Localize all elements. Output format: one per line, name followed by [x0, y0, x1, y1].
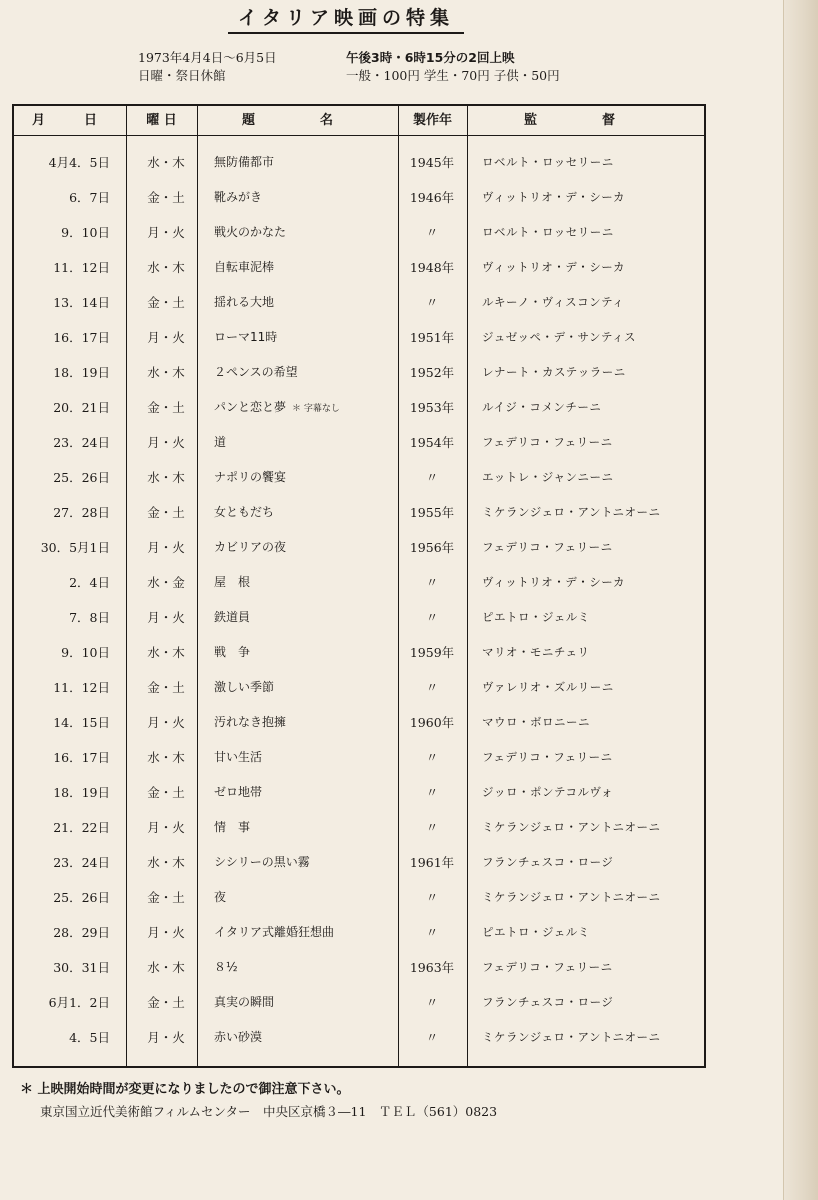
- date-cell: 18．19日: [53, 785, 110, 800]
- table-row: [14, 775, 704, 810]
- table-row: [14, 740, 704, 775]
- title-cell: [214, 565, 404, 600]
- header-title: 題 名: [242, 113, 334, 128]
- day-cell: 月・火: [147, 1030, 185, 1045]
- year-cell: 〃: [425, 575, 439, 590]
- title-text: ゼロ地帯: [214, 785, 263, 799]
- title-cell: [214, 985, 404, 1020]
- date-cell: 23．24日: [53, 435, 110, 450]
- title-cell: [214, 880, 404, 915]
- date-cell: 11．12日: [53, 260, 110, 275]
- table-row: [14, 390, 704, 425]
- date-cell: 4．5日: [69, 1030, 110, 1045]
- table-row: [14, 215, 704, 250]
- title-cell: [214, 145, 404, 180]
- director-cell: フランチェスコ・ロージ: [482, 855, 614, 869]
- title-cell: [214, 495, 404, 530]
- year-cell: 1948年: [409, 260, 455, 275]
- title-cell: [214, 250, 404, 285]
- paper-edge: [783, 0, 818, 1200]
- date-cell: 28．29日: [53, 925, 110, 940]
- year-cell: 1946年: [409, 190, 455, 205]
- director-cell: ヴィットリオ・デ・シーカ: [482, 575, 625, 589]
- date-cell: 23．24日: [53, 855, 110, 870]
- director-cell: マリオ・モニチェリ: [482, 645, 590, 659]
- date-cell: 25．26日: [53, 470, 110, 485]
- prices-text: 一般・100円 学生・70円 子供・50円: [346, 68, 560, 83]
- day-cell: 水・木: [147, 855, 185, 870]
- day-cell: 月・火: [147, 715, 185, 730]
- date-cell: 6月1．2日: [48, 995, 110, 1010]
- title-text: ２ペンスの希望: [214, 365, 298, 379]
- table-row: [14, 320, 704, 355]
- day-cell: 水・木: [147, 155, 185, 170]
- day-cell: 金・土: [147, 785, 185, 800]
- table-row: [14, 530, 704, 565]
- title-text: 道: [214, 435, 227, 449]
- showtime-info: [346, 49, 560, 85]
- title-cell: [214, 215, 404, 250]
- title-text: 鉄道員: [214, 610, 251, 624]
- date-cell: 21．22日: [53, 820, 110, 835]
- notice-text: ＊ 上映開始時間が変更になりましたので御注意下さい。: [20, 1082, 350, 1097]
- date-cell: 9．10日: [61, 225, 110, 240]
- title-text: 女ともだち: [214, 505, 275, 519]
- title-text: 真実の瞬間: [214, 995, 275, 1009]
- director-cell: ピエトロ・ジェルミ: [482, 925, 590, 939]
- director-cell: ミケランジェロ・アントニオーニ: [482, 1030, 661, 1044]
- closed-days-text: 日曜・祭日休館: [138, 68, 226, 83]
- day-cell: 水・金: [147, 575, 185, 590]
- date-cell: 16．17日: [53, 330, 110, 345]
- director-cell: ミケランジェロ・アントニオーニ: [482, 820, 661, 834]
- title-text: 自転車泥棒: [214, 260, 275, 274]
- day-cell: 月・火: [147, 820, 185, 835]
- title-text: 赤い砂漠: [214, 1030, 263, 1044]
- title-text: 屋 根: [214, 575, 251, 589]
- director-cell: ルイジ・コメンチーニ: [482, 400, 602, 414]
- table-row: [14, 670, 704, 705]
- title-text: 揺れる大地: [214, 295, 275, 309]
- year-cell: 〃: [425, 470, 439, 485]
- year-cell: 〃: [425, 995, 439, 1010]
- title-text: 汚れなき抱擁: [214, 715, 287, 729]
- title-text: ナポリの饗宴: [214, 470, 287, 484]
- day-cell: 月・火: [147, 925, 185, 940]
- table-row: [14, 985, 704, 1020]
- title-text: 戦火のかなた: [214, 225, 287, 239]
- year-cell: 1959年: [409, 645, 455, 660]
- day-cell: 金・土: [147, 295, 185, 310]
- header-director: 監 督: [524, 113, 616, 128]
- date-cell: 25．26日: [53, 890, 110, 905]
- no-subtitles-note: ＊ 字幕なし: [292, 404, 340, 414]
- year-cell: 1954年: [409, 435, 455, 450]
- director-cell: エットレ・ジャンニーニ: [482, 470, 614, 484]
- date-cell: 6．7日: [69, 190, 110, 205]
- table-row: [14, 600, 704, 635]
- date-cell: 18．19日: [53, 365, 110, 380]
- title-text: 戦 争: [214, 645, 251, 659]
- year-cell: 〃: [425, 295, 439, 310]
- showtimes-text: 午後3時・6時15分の2回上映: [346, 50, 515, 65]
- day-cell: 水・木: [147, 960, 185, 975]
- title-cell: [214, 425, 404, 460]
- title-cell: [214, 670, 404, 705]
- title-cell: [214, 460, 404, 495]
- title-cell: [214, 320, 404, 355]
- year-cell: 〃: [425, 785, 439, 800]
- table-row: [14, 495, 704, 530]
- year-cell: 1956年: [409, 540, 455, 555]
- table-row: [14, 565, 704, 600]
- year-cell: 1961年: [409, 855, 455, 870]
- table-row: [14, 425, 704, 460]
- year-cell: 1960年: [409, 715, 455, 730]
- year-cell: 1951年: [409, 330, 455, 345]
- year-cell: 1952年: [409, 365, 455, 380]
- year-cell: 〃: [425, 820, 439, 835]
- address-text: 東京国立近代美術館フィルムセンター 中央区京橋３―11 ＴＥＬ（561）0823: [40, 1104, 498, 1119]
- date-cell: 16．17日: [53, 750, 110, 765]
- title-cell: [214, 180, 404, 215]
- table-row: [14, 460, 704, 495]
- day-cell: 金・土: [147, 995, 185, 1010]
- date-cell: 2．4日: [69, 575, 110, 590]
- year-cell: 1953年: [409, 400, 455, 415]
- year-cell: 〃: [425, 1030, 439, 1045]
- title-text: ８½: [214, 960, 238, 974]
- director-cell: ミケランジェロ・アントニオーニ: [482, 505, 661, 519]
- director-cell: フェデリコ・フェリーニ: [482, 540, 613, 554]
- title-text: 情 事: [214, 820, 251, 834]
- title-cell: [214, 390, 404, 425]
- year-cell: 〃: [425, 925, 439, 940]
- table-row: [14, 880, 704, 915]
- director-cell: ジッロ・ポンテコルヴォ: [482, 785, 614, 799]
- title-text: カビリアの夜: [214, 540, 287, 554]
- day-cell: 水・木: [147, 470, 185, 485]
- schedule-table: [12, 104, 706, 1068]
- date-cell: 27．28日: [53, 505, 110, 520]
- title-cell: [214, 285, 404, 320]
- director-cell: ヴィットリオ・デ・シーカ: [482, 190, 625, 204]
- director-cell: フェデリコ・フェリーニ: [482, 960, 613, 974]
- day-cell: 月・火: [147, 540, 185, 555]
- director-cell: ピエトロ・ジェルミ: [482, 610, 590, 624]
- date-cell: 20．21日: [53, 400, 110, 415]
- day-cell: 月・火: [147, 610, 185, 625]
- date-cell: 30．31日: [53, 960, 110, 975]
- title-text: 無防備都市: [214, 155, 275, 169]
- title-cell: [214, 600, 404, 635]
- title-cell: [214, 810, 404, 845]
- day-cell: 金・土: [147, 890, 185, 905]
- table-row: [14, 635, 704, 670]
- table-row: [14, 915, 704, 950]
- table-row: [14, 355, 704, 390]
- title-cell: [214, 705, 404, 740]
- day-cell: 月・火: [147, 330, 185, 345]
- date-cell: 13．14日: [53, 295, 110, 310]
- title-cell: [214, 635, 404, 670]
- title-text: パンと恋と夢: [214, 400, 287, 414]
- date-cell: 14．15日: [53, 715, 110, 730]
- header-day: 曜 日: [146, 113, 177, 128]
- header-date: 月 日: [32, 113, 98, 128]
- director-cell: ロベルト・ロッセリーニ: [482, 225, 614, 239]
- table-row: [14, 845, 704, 880]
- year-cell: 〃: [425, 610, 439, 625]
- day-cell: 金・土: [147, 505, 185, 520]
- title-cell: [214, 950, 404, 985]
- director-cell: ジュゼッペ・デ・サンティス: [482, 330, 637, 344]
- director-cell: ヴィットリオ・デ・シーカ: [482, 260, 625, 274]
- director-cell: ロベルト・ロッセリーニ: [482, 155, 614, 169]
- year-cell: 〃: [425, 680, 439, 695]
- title-text: 激しい季節: [214, 680, 275, 694]
- page-title: イタリア映画の特集: [228, 4, 464, 34]
- table-row: [14, 705, 704, 740]
- title-cell: [214, 355, 404, 390]
- year-cell: 〃: [425, 890, 439, 905]
- year-cell: 1963年: [409, 960, 455, 975]
- year-cell: 〃: [425, 750, 439, 765]
- date-cell: 11．12日: [53, 680, 110, 695]
- day-cell: 水・木: [147, 260, 185, 275]
- director-cell: フェデリコ・フェリーニ: [482, 750, 613, 764]
- title-cell: [214, 530, 404, 565]
- header-year: 製作年: [412, 113, 452, 128]
- day-cell: 水・木: [147, 645, 185, 660]
- header-divider: [14, 135, 704, 136]
- title-cell: [214, 915, 404, 950]
- day-cell: 月・火: [147, 225, 185, 240]
- table-row: [14, 180, 704, 215]
- title-text: 甘い生活: [214, 750, 263, 764]
- year-cell: 1955年: [409, 505, 455, 520]
- director-cell: フェデリコ・フェリーニ: [482, 435, 613, 449]
- table-row: [14, 145, 704, 180]
- table-row: [14, 810, 704, 845]
- table-row: [14, 950, 704, 985]
- title-text: ローマ11時: [214, 330, 278, 344]
- day-cell: 水・木: [147, 365, 185, 380]
- date-cell: 30．5月1日: [40, 540, 110, 555]
- title-text: シシリーの黒い霧: [214, 855, 310, 869]
- director-cell: レナート・カステッラーニ: [482, 365, 626, 379]
- table-row: [14, 285, 704, 320]
- day-cell: 金・土: [147, 680, 185, 695]
- day-cell: 金・土: [147, 190, 185, 205]
- year-cell: 〃: [425, 225, 439, 240]
- schedule-info: [138, 49, 277, 85]
- date-cell: 9．10日: [61, 645, 110, 660]
- director-cell: ルキーノ・ヴィスコンティ: [482, 295, 625, 309]
- title-cell: [214, 845, 404, 880]
- director-cell: マウロ・ボロニーニ: [482, 715, 590, 729]
- day-cell: 月・火: [147, 435, 185, 450]
- director-cell: フランチェスコ・ロージ: [482, 995, 614, 1009]
- date-cell: 4月4．5日: [48, 155, 110, 170]
- period-text: 1973年4月4日〜6月5日: [138, 50, 277, 65]
- day-cell: 水・木: [147, 750, 185, 765]
- title-text: イタリア式離婚狂想曲: [214, 925, 335, 939]
- title-text: 夜: [214, 890, 227, 904]
- table-row: [14, 1020, 704, 1055]
- title-cell: [214, 775, 404, 810]
- year-cell: 1945年: [409, 155, 455, 170]
- director-cell: ミケランジェロ・アントニオーニ: [482, 890, 661, 904]
- table-row: [14, 250, 704, 285]
- date-cell: 7．8日: [69, 610, 110, 625]
- director-cell: ヴァレリオ・ズルリーニ: [482, 680, 614, 694]
- title-cell: [214, 1020, 404, 1055]
- title-text: 靴みがき: [214, 190, 263, 204]
- title-cell: [214, 740, 404, 775]
- day-cell: 金・土: [147, 400, 185, 415]
